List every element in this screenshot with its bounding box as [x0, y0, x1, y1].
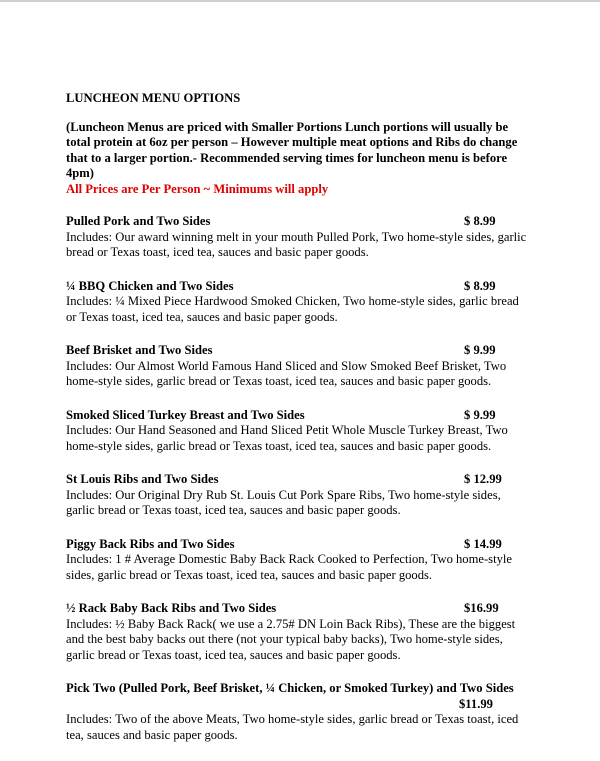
price-notice: All Prices are Per Person ~ Minimums will apply — [66, 181, 329, 196]
menu-item-name: ½ Rack Baby Back Ribs and Two Sides — [66, 601, 277, 615]
menu-intro: (Luncheon Menus are priced with Smaller Portions Lunch portions will usually be total protein at 6oz per person – However multiple meat options and Ribs do change that to a larger portion.- Recommended serving times for luncheon menu is before 4pm) — [66, 119, 518, 180]
menu-title: LUNCHEON MENU OPTIONS — [66, 91, 241, 105]
menu-item-pulled-pork — [66, 214, 530, 261]
menu-item-description: Includes: ¼ Mixed Piece Hardwood Smoked Chicken, Two home-style sides, garlic bread or Texas toast, iced tea, sauces and basic paper goods. — [66, 294, 519, 324]
page-top-border — [0, 0, 600, 2]
menu-item-name: Piggy Back Ribs and Two Sides — [66, 536, 235, 551]
menu-item-price: $ 8.99 — [464, 278, 496, 293]
menu-item-pick-two — [66, 681, 530, 743]
menu-item-price: $ 12.99 — [464, 472, 502, 486]
menu-item-price: $ 9.99 — [464, 407, 496, 422]
menu-item-name: Pick Two (Pulled Pork, Beef Brisket, ¼ Chicken, or Smoked Turkey) and Two Sides — [66, 681, 514, 695]
menu-item-description: Includes: ½ Baby Back Rack( we use a 2.75# DN Loin Back Ribs), These are the biggest and the best baby backs out there (not your typical baby backs), Two home-style sides, garlic bread or Texas toast, iced tea, sauces and basic paper goods. — [66, 616, 516, 662]
menu-item-piggy-back-ribs — [66, 537, 530, 584]
menu-item-st-louis-ribs — [66, 472, 530, 519]
menu-item-price: $ 8.99 — [464, 214, 496, 228]
menu-item-half-rack-baby-back — [66, 601, 530, 663]
menu-item-name: Beef Brisket and Two Sides — [66, 343, 213, 357]
menu-item-turkey-breast — [66, 408, 530, 455]
menu-item-price: $ 14.99 — [464, 536, 502, 551]
menu-item-name: Pulled Pork and Two Sides — [66, 214, 211, 228]
menu-item-name: ¼ BBQ Chicken and Two Sides — [66, 278, 234, 293]
menu-item-name: St Louis Ribs and Two Sides — [66, 472, 219, 486]
menu-item-description: Includes: Our Almost World Famous Hand Sliced and Slow Smoked Beef Brisket, Two home-style sides, garlic bread or Texas toast, iced tea, sauces and basic paper goods. — [66, 358, 507, 388]
menu-item-name: Smoked Sliced Turkey Breast and Two Sides — [66, 407, 305, 422]
menu-item-price: $ 9.99 — [464, 343, 496, 357]
menu-item-price: $11.99 — [459, 696, 493, 711]
menu-item-description: Includes: 1 # Average Domestic Baby Back Rack Cooked to Perfection, Two home-style sides, garlic bread or Texas toast, iced tea, sauces and basic paper goods. — [66, 552, 512, 582]
menu-item-beef-brisket — [66, 343, 530, 390]
menu-item-description: Includes: Two of the above Meats, Two home-style sides, garlic bread or Texas toast, iced tea, sauces and basic paper goods. — [66, 712, 519, 742]
menu-item-description: Includes: Our Hand Seasoned and Hand Sliced Petit Whole Muscle Turkey Breast, Two home-style sides, garlic bread or Texas toast, iced tea, sauces and basic paper goods. — [66, 423, 508, 453]
menu-item-price: $16.99 — [464, 601, 499, 615]
menu-item-description: Includes: Our Original Dry Rub St. Louis Cut Pork Spare Ribs, Two home-style sides, garlic bread or Texas toast, iced tea, sauces and basic paper goods. — [66, 487, 501, 517]
menu-document — [66, 91, 530, 761]
menu-item-bbq-chicken — [66, 279, 530, 326]
menu-item-description: Includes: Our award winning melt in your mouth Pulled Pork, Two home-style sides, garlic bread or Texas toast, iced tea, sauces and basic paper goods. — [66, 229, 527, 259]
